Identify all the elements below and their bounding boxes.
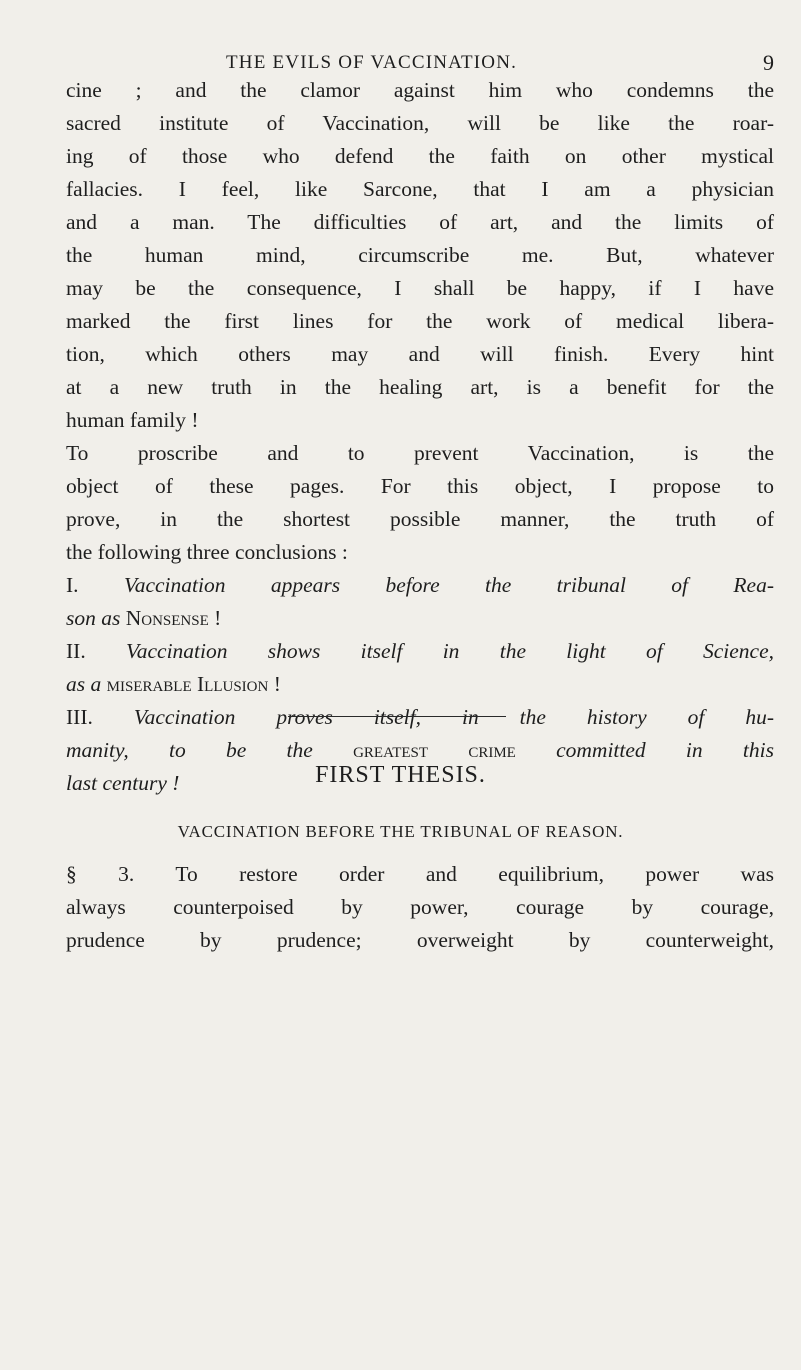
conclusion-text: committed in this <box>556 738 774 762</box>
thesis-heading: FIRST THESIS. <box>315 762 486 788</box>
text-line: § 3. To restore order and equilibrium, power was <box>66 862 774 886</box>
conclusion-text: Vaccination shows itself in the light of Science, <box>125 639 774 663</box>
conclusion-text: Vaccination proves itself, in the history of hu- <box>133 705 774 729</box>
text-line: object of these pages. For this object, I propose to <box>66 474 774 498</box>
running-head-title: THE EVILS OF VACCINATION. <box>226 52 518 73</box>
text-line: tion, which others may and will finish. Every hint <box>66 342 774 366</box>
conclusion-text: Vaccination appears before the tribunal of Rea- <box>123 573 774 597</box>
text-line: the following three conclusions : <box>66 540 348 564</box>
conclusion-1 <box>66 569 774 635</box>
text-line: cine ; and the clamor against him who condemns the <box>66 78 774 102</box>
text-line: To proscribe and to prevent Vaccination, is the <box>66 441 774 465</box>
text-line <box>66 701 774 734</box>
text-line: marked the first lines for the work of medical libera- <box>66 309 774 333</box>
conclusion-punctuation: ! <box>214 606 222 630</box>
text-line: last century ! <box>66 771 180 795</box>
conclusion-keyword: Nonsense <box>125 606 209 630</box>
conclusion-numeral: I. <box>66 573 79 597</box>
conclusion-numeral: III. <box>66 705 93 729</box>
text-line: human family ! <box>66 408 199 432</box>
conclusion-text: manity, to be the <box>66 738 313 762</box>
section-3-paragraph <box>66 858 774 957</box>
section-divider <box>288 716 506 717</box>
text-line <box>66 668 774 701</box>
text-line: ing of those who defend the faith on other mystical <box>66 144 774 168</box>
text-line: always counterpoised by power, courage by courage, <box>66 895 774 919</box>
text-line: at a new truth in the healing art, is a benefit for the <box>66 375 774 399</box>
paragraph-purpose <box>66 437 774 569</box>
text-line <box>66 602 774 635</box>
text-line: prove, in the shortest possible manner, the truth of <box>66 507 774 531</box>
text-line: may be the consequence, I shall be happy, if I have <box>66 276 774 300</box>
page-number: 9 <box>763 50 774 75</box>
text-line: prudence by prudence; overweight by counterweight, <box>66 928 774 952</box>
text-line: sacred institute of Vaccination, will be like the roar- <box>66 111 774 135</box>
text-line: fallacies. I feel, like Sarcone, that I am a physician <box>66 177 774 201</box>
text-line <box>66 635 774 668</box>
text-line <box>66 569 774 602</box>
thesis-subheading: VACCINATION BEFORE THE TRIBUNAL OF REASON. <box>177 822 624 841</box>
conclusion-keyword: miserable Illusion <box>106 672 269 696</box>
conclusion-2 <box>66 635 774 701</box>
conclusion-numeral: II. <box>66 639 86 663</box>
body-text <box>66 74 774 800</box>
conclusion-text: as a <box>66 672 102 696</box>
conclusion-text: son as <box>66 606 121 630</box>
conclusion-keyword: greatest crime <box>353 738 516 762</box>
text-line: and a man. The difficulties of art, and the limits of <box>66 210 774 234</box>
text-line: the human mind, circumscribe me. But, whatever <box>66 243 774 267</box>
paragraph-continuation <box>66 74 774 437</box>
conclusion-punctuation: ! <box>273 672 281 696</box>
